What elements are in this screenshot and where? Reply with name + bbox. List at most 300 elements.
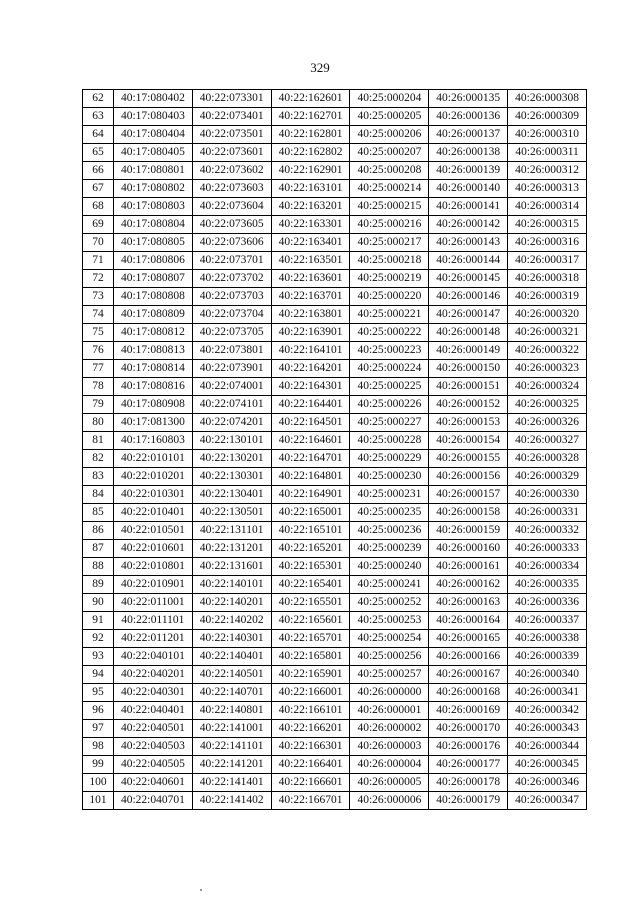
table-row xyxy=(83,360,587,378)
row-number-cell: 70 xyxy=(83,234,114,252)
cadastral-number-cell: 40:22:162601 xyxy=(271,90,350,108)
cadastral-number-cell: 40:26:000317 xyxy=(508,252,587,270)
cadastral-number-cell: 40:22:140202 xyxy=(192,612,271,630)
cadastral-number-cell: 40:22:164601 xyxy=(271,432,350,450)
cadastral-number-cell: 40:26:000313 xyxy=(508,180,587,198)
row-number-cell: 78 xyxy=(83,378,114,396)
cadastral-number-cell: 40:26:000167 xyxy=(429,666,508,684)
table-row xyxy=(83,612,587,630)
cadastral-number-cell: 40:26:000135 xyxy=(429,90,508,108)
cadastral-number-cell: 40:26:000139 xyxy=(429,162,508,180)
row-number-cell: 94 xyxy=(83,666,114,684)
cadastral-number-cell: 40:25:000224 xyxy=(350,360,429,378)
row-number-cell: 87 xyxy=(83,540,114,558)
cadastral-number-cell: 40:17:080814 xyxy=(114,360,193,378)
cadastral-number-cell: 40:26:000343 xyxy=(508,720,587,738)
row-number-cell: 79 xyxy=(83,396,114,414)
cadastral-number-cell: 40:26:000162 xyxy=(429,576,508,594)
cadastral-number-cell: 40:25:000206 xyxy=(350,126,429,144)
table-row xyxy=(83,90,587,108)
table-row xyxy=(83,126,587,144)
cadastral-number-cell: 40:26:000324 xyxy=(508,378,587,396)
row-number-cell: 95 xyxy=(83,684,114,702)
cadastral-number-cell: 40:22:141101 xyxy=(192,738,271,756)
cadastral-number-cell: 40:22:073602 xyxy=(192,162,271,180)
cadastral-number-cell: 40:22:164201 xyxy=(271,360,350,378)
cadastral-number-cell: 40:22:073301 xyxy=(192,90,271,108)
cadastral-number-cell: 40:22:164901 xyxy=(271,486,350,504)
cadastral-number-cell: 40:22:010301 xyxy=(114,486,193,504)
cadastral-number-cell: 40:22:074101 xyxy=(192,396,271,414)
row-number-cell: 96 xyxy=(83,702,114,720)
cadastral-number-cell: 40:26:000001 xyxy=(350,702,429,720)
row-number-cell: 69 xyxy=(83,216,114,234)
table-row xyxy=(83,414,587,432)
cadastral-number-cell: 40:22:010501 xyxy=(114,522,193,540)
cadastral-number-cell: 40:22:163101 xyxy=(271,180,350,198)
cadastral-number-cell: 40:25:000253 xyxy=(350,612,429,630)
cadastral-number-cell: 40:22:040501 xyxy=(114,720,193,738)
table-row xyxy=(83,720,587,738)
row-number-cell: 97 xyxy=(83,720,114,738)
table-row xyxy=(83,198,587,216)
cadastral-number-cell: 40:22:162901 xyxy=(271,162,350,180)
cadastral-number-cell: 40:26:000004 xyxy=(350,756,429,774)
cadastral-number-cell: 40:26:000314 xyxy=(508,198,587,216)
cadastral-number-cell: 40:25:000241 xyxy=(350,576,429,594)
cadastral-number-cell: 40:26:000169 xyxy=(429,702,508,720)
cadastral-number-cell: 40:26:000178 xyxy=(429,774,508,792)
cadastral-number-cell: 40:22:040505 xyxy=(114,756,193,774)
cadastral-number-cell: 40:22:164801 xyxy=(271,468,350,486)
cadastral-number-cell: 40:26:000140 xyxy=(429,180,508,198)
cadastral-number-cell: 40:17:080803 xyxy=(114,198,193,216)
cadastral-number-cell: 40:26:000176 xyxy=(429,738,508,756)
cadastral-number-cell: 40:22:163201 xyxy=(271,198,350,216)
cadastral-number-cell: 40:22:140701 xyxy=(192,684,271,702)
cadastral-number-cell: 40:26:000151 xyxy=(429,378,508,396)
cadastral-number-cell: 40:22:163401 xyxy=(271,234,350,252)
cadastral-number-cell: 40:22:163501 xyxy=(271,252,350,270)
row-number-cell: 81 xyxy=(83,432,114,450)
cadastral-number-cell: 40:22:073501 xyxy=(192,126,271,144)
cadastral-number-cell: 40:17:080812 xyxy=(114,324,193,342)
row-number-cell: 80 xyxy=(83,414,114,432)
cadastral-number-cell: 40:26:000341 xyxy=(508,684,587,702)
row-number-cell: 84 xyxy=(83,486,114,504)
cadastral-number-cell: 40:26:000158 xyxy=(429,504,508,522)
cadastral-number-cell: 40:22:010601 xyxy=(114,540,193,558)
table-row xyxy=(83,252,587,270)
cadastral-number-cell: 40:26:000005 xyxy=(350,774,429,792)
cadastral-number-cell: 40:26:000320 xyxy=(508,306,587,324)
cadastral-number-cell: 40:26:000322 xyxy=(508,342,587,360)
cadastral-number-cell: 40:26:000147 xyxy=(429,306,508,324)
cadastral-number-cell: 40:22:163301 xyxy=(271,216,350,234)
cadastral-number-cell: 40:17:080808 xyxy=(114,288,193,306)
cadastral-number-cell: 40:26:000335 xyxy=(508,576,587,594)
cadastral-number-cell: 40:25:000236 xyxy=(350,522,429,540)
table-row xyxy=(83,666,587,684)
cadastral-number-cell: 40:22:165301 xyxy=(271,558,350,576)
cadastral-number-cell: 40:26:000334 xyxy=(508,558,587,576)
cadastral-number-cell: 40:26:000345 xyxy=(508,756,587,774)
page-number: 329 xyxy=(310,60,330,75)
cadastral-number-cell: 40:22:073704 xyxy=(192,306,271,324)
cadastral-number-cell: 40:22:140201 xyxy=(192,594,271,612)
row-number-cell: 64 xyxy=(83,126,114,144)
cadastral-number-cell: 40:22:073801 xyxy=(192,342,271,360)
cadastral-number-cell: 40:22:073702 xyxy=(192,270,271,288)
cadastral-number-cell: 40:22:165601 xyxy=(271,612,350,630)
cadastral-number-cell: 40:22:140401 xyxy=(192,648,271,666)
cadastral-number-cell: 40:22:162701 xyxy=(271,108,350,126)
cadastral-number-cell: 40:22:074201 xyxy=(192,414,271,432)
cadastral-number-cell: 40:22:164501 xyxy=(271,414,350,432)
cadastral-number-cell: 40:22:040701 xyxy=(114,792,193,810)
cadastral-number-cell: 40:25:000230 xyxy=(350,468,429,486)
cadastral-number-cell: 40:25:000227 xyxy=(350,414,429,432)
table-row xyxy=(83,486,587,504)
row-number-cell: 92 xyxy=(83,630,114,648)
cadastral-number-cell: 40:25:000254 xyxy=(350,630,429,648)
cadastral-number-cell: 40:26:000159 xyxy=(429,522,508,540)
row-number-cell: 73 xyxy=(83,288,114,306)
row-number-cell: 66 xyxy=(83,162,114,180)
cadastral-number-cell: 40:22:162802 xyxy=(271,144,350,162)
cadastral-table xyxy=(82,89,587,810)
row-number-cell: 71 xyxy=(83,252,114,270)
cadastral-number-cell: 40:26:000332 xyxy=(508,522,587,540)
cadastral-number-cell: 40:22:165001 xyxy=(271,504,350,522)
cadastral-number-cell: 40:26:000137 xyxy=(429,126,508,144)
cadastral-number-cell: 40:26:000142 xyxy=(429,216,508,234)
cadastral-number-cell: 40:26:000331 xyxy=(508,504,587,522)
cadastral-number-cell: 40:25:000205 xyxy=(350,108,429,126)
cadastral-number-cell: 40:26:000312 xyxy=(508,162,587,180)
cadastral-number-cell: 40:26:000145 xyxy=(429,270,508,288)
cadastral-number-cell: 40:25:000257 xyxy=(350,666,429,684)
cadastral-number-cell: 40:26:000336 xyxy=(508,594,587,612)
cadastral-number-cell: 40:17:080405 xyxy=(114,144,193,162)
row-number-cell: 67 xyxy=(83,180,114,198)
cadastral-number-cell: 40:25:000229 xyxy=(350,450,429,468)
table-row xyxy=(83,108,587,126)
cadastral-number-cell: 40:25:000214 xyxy=(350,180,429,198)
row-number-cell: 86 xyxy=(83,522,114,540)
table-row xyxy=(83,756,587,774)
cadastral-number-cell: 40:26:000163 xyxy=(429,594,508,612)
cadastral-number-cell: 40:22:164701 xyxy=(271,450,350,468)
table-body xyxy=(83,90,587,810)
cadastral-number-cell: 40:22:162801 xyxy=(271,126,350,144)
cadastral-number-cell: 40:22:073603 xyxy=(192,180,271,198)
cadastral-number-cell: 40:17:080908 xyxy=(114,396,193,414)
cadastral-number-cell: 40:26:000326 xyxy=(508,414,587,432)
cadastral-number-cell: 40:26:000154 xyxy=(429,432,508,450)
cadastral-number-cell: 40:25:000225 xyxy=(350,378,429,396)
cadastral-number-cell: 40:22:011101 xyxy=(114,612,193,630)
cadastral-number-cell: 40:22:130301 xyxy=(192,468,271,486)
cadastral-number-cell: 40:22:166301 xyxy=(271,738,350,756)
cadastral-number-cell: 40:25:000240 xyxy=(350,558,429,576)
cadastral-number-cell: 40:26:000155 xyxy=(429,450,508,468)
cadastral-number-cell: 40:26:000347 xyxy=(508,792,587,810)
cadastral-number-cell: 40:26:000138 xyxy=(429,144,508,162)
row-number-cell: 85 xyxy=(83,504,114,522)
cadastral-number-cell: 40:17:081300 xyxy=(114,414,193,432)
cadastral-number-cell: 40:22:131101 xyxy=(192,522,271,540)
cadastral-number-cell: 40:26:000144 xyxy=(429,252,508,270)
cadastral-number-cell: 40:25:000239 xyxy=(350,540,429,558)
table-row xyxy=(83,684,587,702)
cadastral-number-cell: 40:26:000346 xyxy=(508,774,587,792)
row-number-cell: 89 xyxy=(83,576,114,594)
row-number-cell: 74 xyxy=(83,306,114,324)
cadastral-number-cell: 40:25:000231 xyxy=(350,486,429,504)
cadastral-number-cell: 40:22:130201 xyxy=(192,450,271,468)
cadastral-number-cell: 40:22:163801 xyxy=(271,306,350,324)
table-row xyxy=(83,432,587,450)
cadastral-number-cell: 40:22:164301 xyxy=(271,378,350,396)
cadastral-number-cell: 40:17:080802 xyxy=(114,180,193,198)
cadastral-number-cell: 40:17:080805 xyxy=(114,234,193,252)
cadastral-number-cell: 40:22:010101 xyxy=(114,450,193,468)
cadastral-number-cell: 40:22:073703 xyxy=(192,288,271,306)
table-row xyxy=(83,144,587,162)
cadastral-number-cell: 40:26:000164 xyxy=(429,612,508,630)
cadastral-number-cell: 40:22:141201 xyxy=(192,756,271,774)
row-number-cell: 100 xyxy=(83,774,114,792)
cadastral-number-cell: 40:25:000207 xyxy=(350,144,429,162)
cadastral-number-cell: 40:22:140101 xyxy=(192,576,271,594)
cadastral-number-cell: 40:17:080809 xyxy=(114,306,193,324)
cadastral-number-cell: 40:22:165501 xyxy=(271,594,350,612)
cadastral-number-cell: 40:17:080816 xyxy=(114,378,193,396)
cadastral-number-cell: 40:25:000235 xyxy=(350,504,429,522)
cadastral-number-cell: 40:22:166701 xyxy=(271,792,350,810)
cadastral-number-cell: 40:22:165101 xyxy=(271,522,350,540)
table-row xyxy=(83,792,587,810)
cadastral-number-cell: 40:22:165701 xyxy=(271,630,350,648)
cadastral-number-cell: 40:22:074001 xyxy=(192,378,271,396)
cadastral-number-cell: 40:26:000315 xyxy=(508,216,587,234)
cadastral-number-cell: 40:22:010801 xyxy=(114,558,193,576)
cadastral-number-cell: 40:22:165401 xyxy=(271,576,350,594)
cadastral-number-cell: 40:26:000177 xyxy=(429,756,508,774)
cadastral-number-cell: 40:26:000157 xyxy=(429,486,508,504)
cadastral-number-cell: 40:26:000161 xyxy=(429,558,508,576)
cadastral-number-cell: 40:22:130501 xyxy=(192,504,271,522)
cadastral-number-cell: 40:22:073605 xyxy=(192,216,271,234)
cadastral-number-cell: 40:26:000170 xyxy=(429,720,508,738)
table-row xyxy=(83,396,587,414)
cadastral-number-cell: 40:17:080403 xyxy=(114,108,193,126)
cadastral-number-cell: 40:25:000226 xyxy=(350,396,429,414)
row-number-cell: 98 xyxy=(83,738,114,756)
cadastral-number-cell: 40:26:000321 xyxy=(508,324,587,342)
cadastral-number-cell: 40:22:164401 xyxy=(271,396,350,414)
row-number-cell: 91 xyxy=(83,612,114,630)
table-row xyxy=(83,468,587,486)
cadastral-number-cell: 40:26:000340 xyxy=(508,666,587,684)
table-row xyxy=(83,738,587,756)
cadastral-number-cell: 40:26:000148 xyxy=(429,324,508,342)
cadastral-number-cell: 40:25:000218 xyxy=(350,252,429,270)
cadastral-number-cell: 40:25:000215 xyxy=(350,198,429,216)
cadastral-number-cell: 40:22:141401 xyxy=(192,774,271,792)
cadastral-number-cell: 40:22:166201 xyxy=(271,720,350,738)
cadastral-number-cell: 40:22:073606 xyxy=(192,234,271,252)
cadastral-number-cell: 40:22:130101 xyxy=(192,432,271,450)
cadastral-number-cell: 40:26:000309 xyxy=(508,108,587,126)
cadastral-number-cell: 40:25:000222 xyxy=(350,324,429,342)
cadastral-number-cell: 40:22:166001 xyxy=(271,684,350,702)
cadastral-number-cell: 40:26:000318 xyxy=(508,270,587,288)
cadastral-number-cell: 40:22:040401 xyxy=(114,702,193,720)
row-number-cell: 68 xyxy=(83,198,114,216)
cadastral-number-cell: 40:22:010401 xyxy=(114,504,193,522)
cadastral-number-cell: 40:22:140501 xyxy=(192,666,271,684)
row-number-cell: 90 xyxy=(83,594,114,612)
table-row xyxy=(83,774,587,792)
table-row xyxy=(83,216,587,234)
cadastral-number-cell: 40:26:000344 xyxy=(508,738,587,756)
cadastral-number-cell: 40:26:000149 xyxy=(429,342,508,360)
table-row xyxy=(83,594,587,612)
cadastral-number-cell: 40:22:040503 xyxy=(114,738,193,756)
cadastral-number-cell: 40:26:000333 xyxy=(508,540,587,558)
cadastral-number-cell: 40:22:010901 xyxy=(114,576,193,594)
table-row xyxy=(83,450,587,468)
cadastral-number-cell: 40:25:000220 xyxy=(350,288,429,306)
cadastral-number-cell: 40:22:011001 xyxy=(114,594,193,612)
cadastral-number-cell: 40:26:000310 xyxy=(508,126,587,144)
cadastral-number-cell: 40:26:000002 xyxy=(350,720,429,738)
table-row xyxy=(83,504,587,522)
cadastral-number-cell: 40:25:000208 xyxy=(350,162,429,180)
cadastral-number-cell: 40:26:000311 xyxy=(508,144,587,162)
table-row xyxy=(83,558,587,576)
cadastral-number-cell: 40:26:000160 xyxy=(429,540,508,558)
cadastral-number-cell: 40:26:000325 xyxy=(508,396,587,414)
cadastral-number-cell: 40:25:000256 xyxy=(350,648,429,666)
table-row xyxy=(83,522,587,540)
cadastral-number-cell: 40:22:130401 xyxy=(192,486,271,504)
table-row xyxy=(83,234,587,252)
row-number-cell: 93 xyxy=(83,648,114,666)
cadastral-number-cell: 40:17:080804 xyxy=(114,216,193,234)
cadastral-number-cell: 40:22:011201 xyxy=(114,630,193,648)
row-number-cell: 83 xyxy=(83,468,114,486)
row-number-cell: 72 xyxy=(83,270,114,288)
table-row xyxy=(83,162,587,180)
cadastral-number-cell: 40:26:000308 xyxy=(508,90,587,108)
cadastral-number-cell: 40:26:000338 xyxy=(508,630,587,648)
cadastral-number-cell: 40:22:073705 xyxy=(192,324,271,342)
row-number-cell: 75 xyxy=(83,324,114,342)
cadastral-number-cell: 40:25:000217 xyxy=(350,234,429,252)
cadastral-number-cell: 40:26:000342 xyxy=(508,702,587,720)
cadastral-number-cell: 40:22:140801 xyxy=(192,702,271,720)
table-row xyxy=(83,324,587,342)
scan-speck xyxy=(200,889,202,891)
cadastral-number-cell: 40:17:080402 xyxy=(114,90,193,108)
cadastral-number-cell: 40:26:000329 xyxy=(508,468,587,486)
cadastral-number-cell: 40:22:141402 xyxy=(192,792,271,810)
cadastral-number-cell: 40:26:000337 xyxy=(508,612,587,630)
cadastral-number-cell: 40:26:000316 xyxy=(508,234,587,252)
cadastral-number-cell: 40:17:080404 xyxy=(114,126,193,144)
cadastral-number-cell: 40:26:000136 xyxy=(429,108,508,126)
row-number-cell: 65 xyxy=(83,144,114,162)
cadastral-number-cell: 40:22:040601 xyxy=(114,774,193,792)
cadastral-number-cell: 40:22:165801 xyxy=(271,648,350,666)
cadastral-number-cell: 40:17:080801 xyxy=(114,162,193,180)
cadastral-number-cell: 40:22:141001 xyxy=(192,720,271,738)
cadastral-number-cell: 40:25:000204 xyxy=(350,90,429,108)
row-number-cell: 88 xyxy=(83,558,114,576)
cadastral-number-cell: 40:22:165901 xyxy=(271,666,350,684)
cadastral-number-cell: 40:26:000146 xyxy=(429,288,508,306)
cadastral-number-cell: 40:22:163901 xyxy=(271,324,350,342)
row-number-cell: 76 xyxy=(83,342,114,360)
cadastral-number-cell: 40:22:073901 xyxy=(192,360,271,378)
cadastral-number-cell: 40:26:000156 xyxy=(429,468,508,486)
cadastral-number-cell: 40:26:000327 xyxy=(508,432,587,450)
cadastral-number-cell: 40:26:000000 xyxy=(350,684,429,702)
cadastral-number-cell: 40:26:000168 xyxy=(429,684,508,702)
cadastral-number-cell: 40:22:040301 xyxy=(114,684,193,702)
row-number-cell: 82 xyxy=(83,450,114,468)
cadastral-number-cell: 40:26:000165 xyxy=(429,630,508,648)
table-row xyxy=(83,540,587,558)
table-row xyxy=(83,630,587,648)
cadastral-number-cell: 40:26:000153 xyxy=(429,414,508,432)
cadastral-number-cell: 40:22:040201 xyxy=(114,666,193,684)
cadastral-number-cell: 40:26:000330 xyxy=(508,486,587,504)
cadastral-number-cell: 40:26:000166 xyxy=(429,648,508,666)
table-row xyxy=(83,270,587,288)
row-number-cell: 63 xyxy=(83,108,114,126)
cadastral-number-cell: 40:26:000339 xyxy=(508,648,587,666)
cadastral-number-cell: 40:26:000319 xyxy=(508,288,587,306)
cadastral-number-cell: 40:22:040101 xyxy=(114,648,193,666)
table-row xyxy=(83,576,587,594)
row-number-cell: 77 xyxy=(83,360,114,378)
cadastral-number-cell: 40:22:073401 xyxy=(192,108,271,126)
table-row xyxy=(83,180,587,198)
table-row xyxy=(83,702,587,720)
cadastral-number-cell: 40:25:000228 xyxy=(350,432,429,450)
cadastral-number-cell: 40:22:131201 xyxy=(192,540,271,558)
cadastral-number-cell: 40:22:166401 xyxy=(271,756,350,774)
cadastral-number-cell: 40:17:080807 xyxy=(114,270,193,288)
cadastral-number-cell: 40:26:000152 xyxy=(429,396,508,414)
table-row xyxy=(83,306,587,324)
cadastral-number-cell: 40:26:000143 xyxy=(429,234,508,252)
table-row xyxy=(83,342,587,360)
cadastral-number-cell: 40:22:073701 xyxy=(192,252,271,270)
cadastral-number-cell: 40:22:131601 xyxy=(192,558,271,576)
cadastral-number-cell: 40:26:000150 xyxy=(429,360,508,378)
cadastral-number-cell: 40:25:000216 xyxy=(350,216,429,234)
cadastral-number-cell: 40:17:080806 xyxy=(114,252,193,270)
cadastral-number-cell: 40:25:000223 xyxy=(350,342,429,360)
cadastral-number-cell: 40:25:000252 xyxy=(350,594,429,612)
cadastral-number-cell: 40:26:000323 xyxy=(508,360,587,378)
cadastral-number-cell: 40:22:165201 xyxy=(271,540,350,558)
